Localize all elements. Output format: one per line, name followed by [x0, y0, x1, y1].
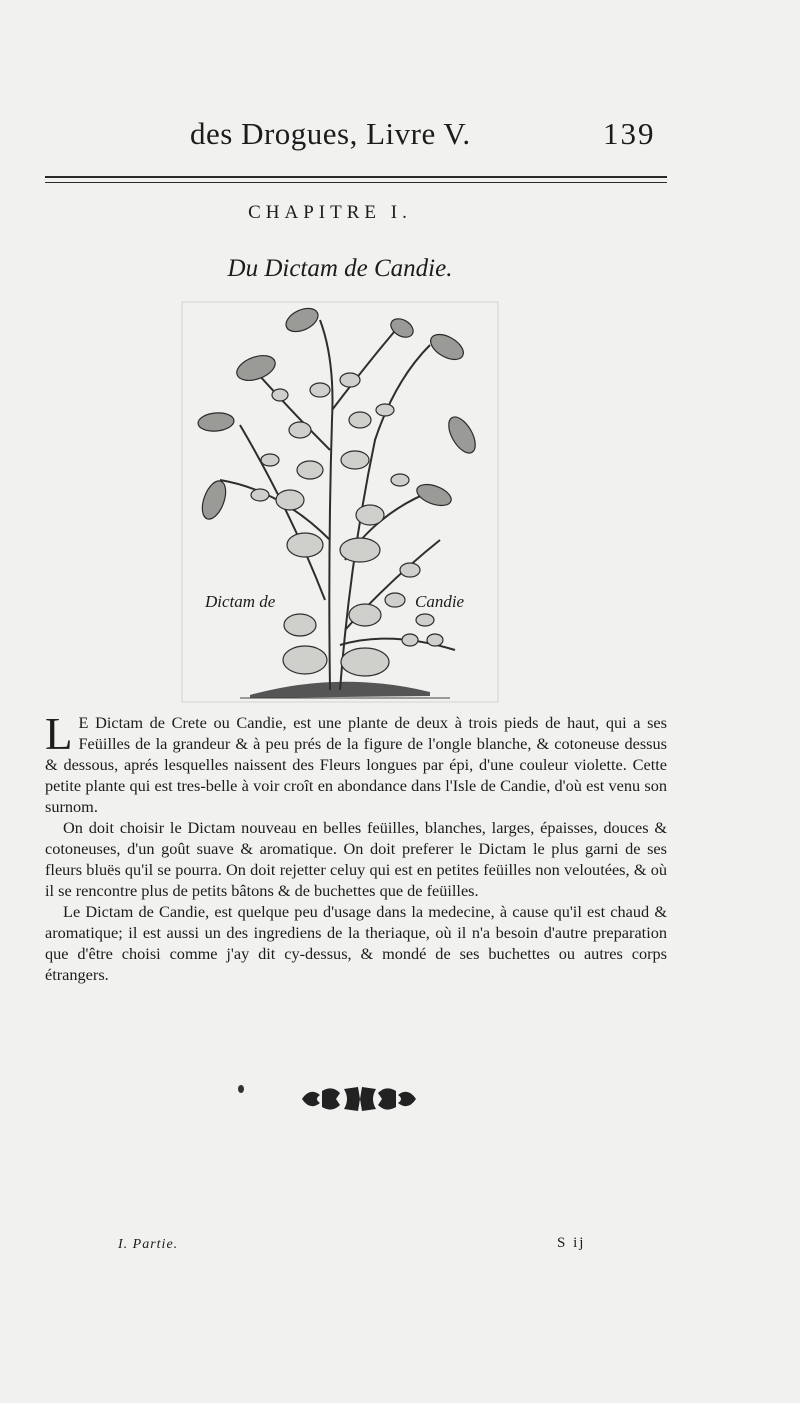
- header-rule-thin: [45, 182, 667, 183]
- plant-illustration: [180, 300, 500, 705]
- caption-left: Dictam de: [205, 592, 276, 611]
- running-title: des Drogues, Livre V.: [190, 116, 471, 151]
- header-rule: [45, 176, 667, 178]
- chapter-title: Du Dictam de Candie.: [227, 255, 453, 282]
- page-number: 139: [603, 116, 656, 151]
- paragraph-1-text: E Dictam de Crete ou Candie, est une plante de deux à trois pieds de haut, qui a ses Feüilles de la grandeur & à peu prés de la figure de l'ongle blanche, & cotoneuse dessus & dessous, aprés lesquelles naissent des Fleurs longues par épi, d'une couleur violette. Cette petite plante qui est tres-belle à voir croît en abondance dans l'Isle de Candie, d'où est venu son surnom.: [45, 713, 667, 816]
- running-head: [0, 112, 800, 162]
- signature-left: I. Partie.: [118, 1237, 179, 1252]
- ink-spot: [238, 1085, 244, 1093]
- paragraph-2: On doit choisir le Dictam nouveau en belles feüilles, blanches, larges, épaisses, douces & cotoneuses, d'un goût suave & aromatique. On doit preferer le Dictam le plus garni de ses fleurs bluës qu'il se pourra. On doit rejetter celuy qui est en petites feüilles non veloutées, & où il se rencontre plus de petits bâtons & de buchettes que de feüilles.: [45, 818, 667, 900]
- drop-cap: L: [45, 709, 73, 759]
- caption-right: Candie: [415, 592, 465, 611]
- signature-right: S ij: [557, 1235, 586, 1251]
- printers-ornament: [300, 1085, 418, 1113]
- plant-engraving: [180, 300, 500, 705]
- paragraph-1: [45, 709, 667, 817]
- paragraph-3: Le Dictam de Candie, est quelque peu d'usage dans la medecine, à cause qu'il est chaud & aromatique; il est aussi un des ingrediens de la theriaque, où il n'a besoin d'autre preparation que d'être choisi comme j'ay dit cy-dessus, & mondé de ses buchettes ou autres corps étrangers.: [45, 902, 667, 984]
- chapter-heading: CHAPITRE I.: [248, 202, 412, 223]
- article-body: [45, 709, 667, 985]
